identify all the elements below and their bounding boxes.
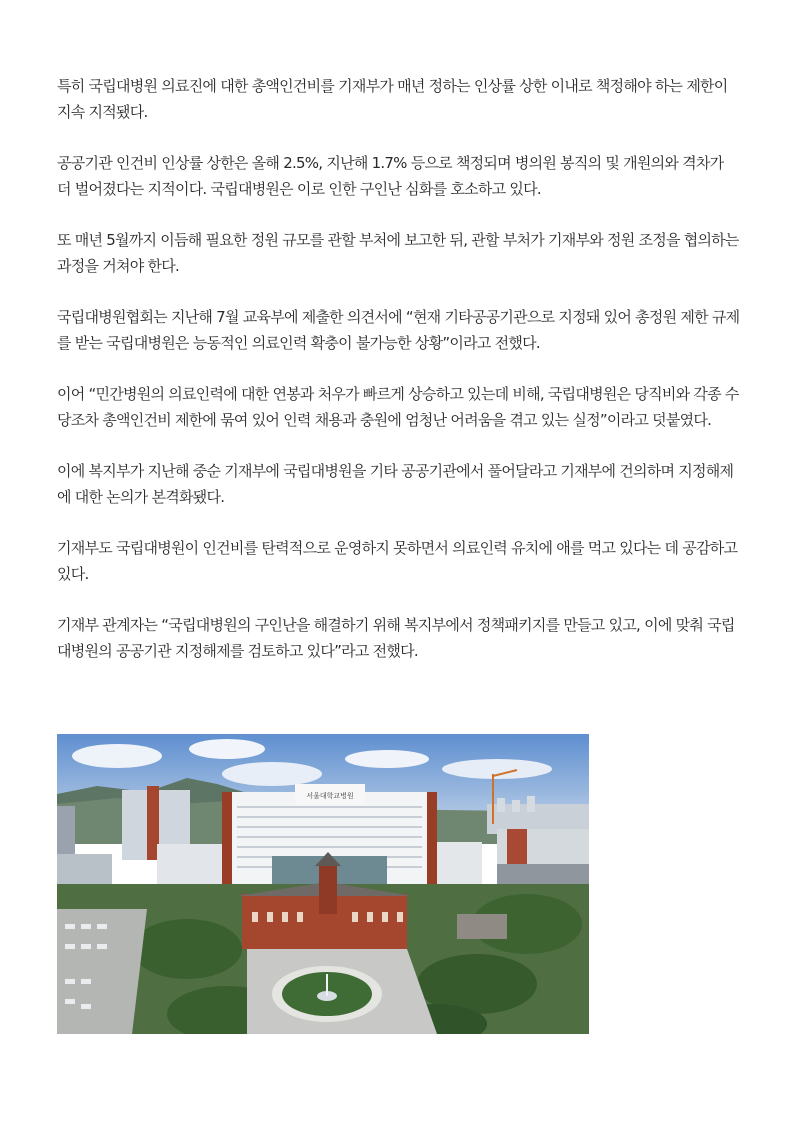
article-paragraph: 이어 “민간병원의 의료인력에 대한 연봉과 처우가 빠르게 상승하고 있는데 비해, 국립대병원은 당직비와 각종 수당조차 총액인건비 제한에 묶여 있어 인력 채용과 충원에 엄청난 어려움을 겪고 있는 실정”이라고 덧붙였다. (57, 385, 739, 429)
hospital-aerial-photo (57, 734, 589, 1034)
article-paragraph: 국립대병원협회는 지난해 7월 교육부에 제출한 의견서에 “현재 기타공공기관으로 지정돼 있어 총정원 제한 규제를 받는 국립대병원은 능동적인 의료인력 확충이 불가능한 상황”이라고 전했다. (57, 308, 740, 352)
article-body (57, 73, 741, 689)
article-paragraph: 이에 복지부가 지난해 중순 기재부에 국립대병원을 기타 공공기관에서 풀어달라고 기재부에 건의하며 지정해제에 대한 논의가 본격화됐다. (57, 462, 734, 506)
article-paragraph: 특히 국립대병원 의료진에 대한 총액인건비를 기재부가 매년 정하는 인상률 상한 이내로 책정해야 하는 제한이 지속 지적됐다. (57, 77, 728, 121)
hospital-sign-text: 서울대학교병원 (306, 792, 354, 800)
article-paragraph: 또 매년 5월까지 이듬해 필요한 정원 규모를 관할 부처에 보고한 뒤, 관할 부처가 기재부와 정원 조정을 협의하는 과정을 거쳐야 한다. (57, 231, 739, 275)
article-paragraph: 기재부 관계자는 “국립대병원의 구인난을 해결하기 위해 복지부에서 정책패키지를 만들고 있고, 이에 맞춰 국립대병원의 공공기관 지정해제를 검토하고 있다”라고 전했다. (57, 616, 735, 660)
article-paragraph: 기재부도 국립대병원이 인건비를 탄력적으로 운영하지 못하면서 의료인력 유치에 애를 먹고 있다는 데 공감하고 있다. (57, 539, 738, 583)
article-paragraph: 공공기관 인건비 인상률 상한은 올해 2.5%, 지난해 1.7% 등으로 책정되며 병의원 봉직의 및 개원의와 격차가 더 벌어졌다는 지적이다. 국립대병원은 이로 인한 구인난 심화를 호소하고 있다. (57, 154, 724, 198)
